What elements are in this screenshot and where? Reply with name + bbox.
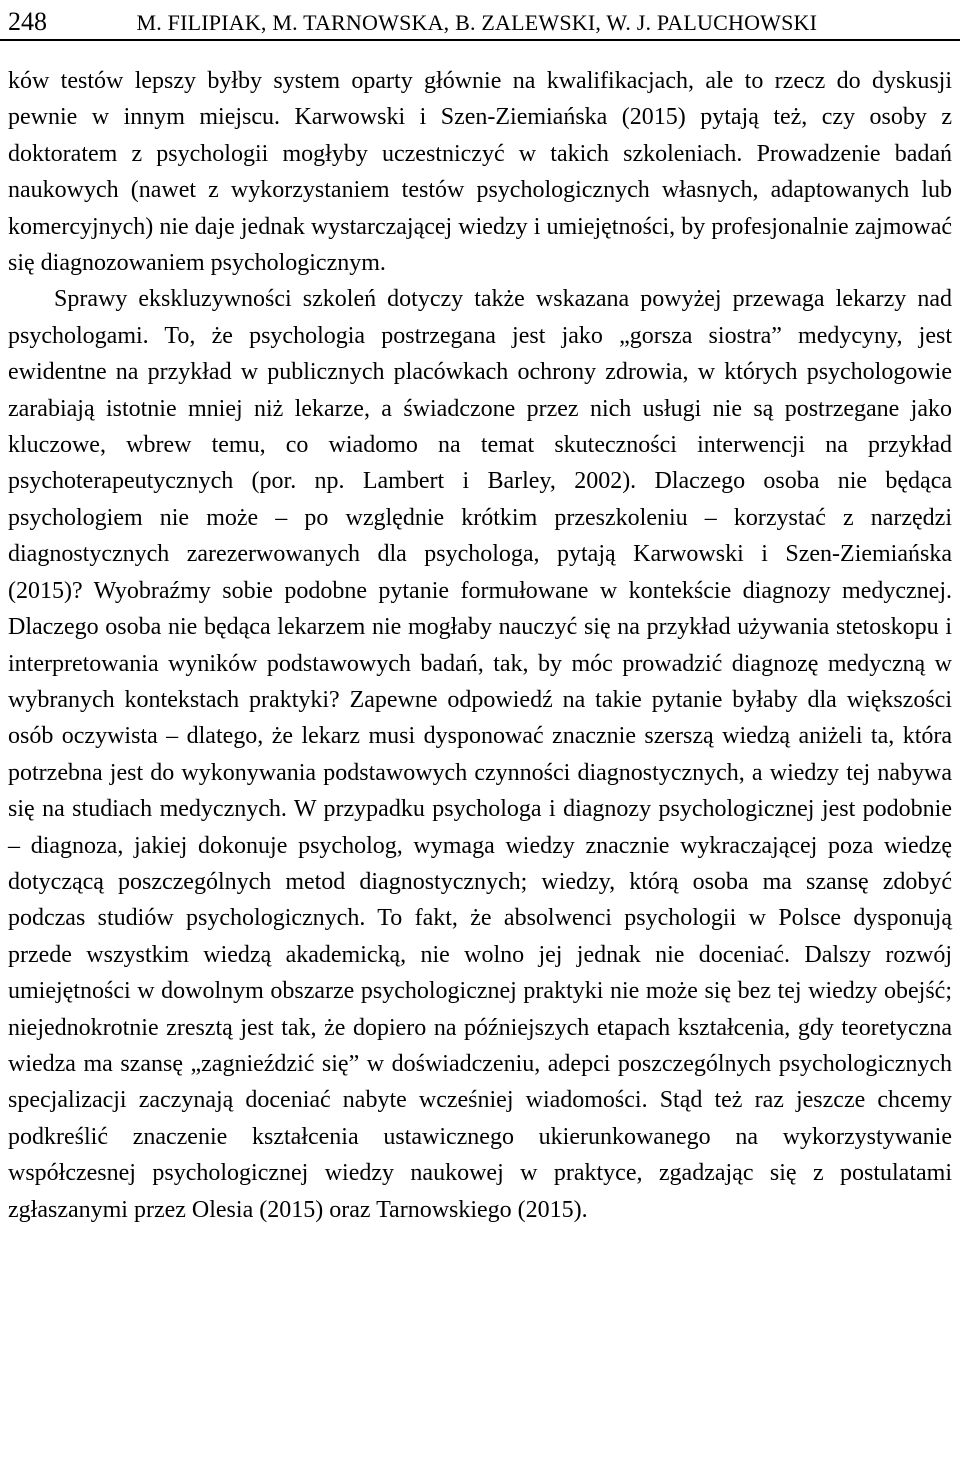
paragraph: Sprawy ekskluzywności szkoleń dotyczy także wskazana powyżej przewaga lekarzy nad psychologami. To, że psychologia postrzegana jest jako „gorsza siostra” medycyny, jest ewidentne na przykład w publicznych placówkach ochrony zdrowia, w których psychologowie zarabiają istotnie mniej niż lekarze, a świadczone przez nich usługi nie są postrzegane jako kluczowe, wbrew temu, co wiadomo na temat skuteczności interwencji na przykład psychoterapeutycznych (por. np. Lambert i Barley, 2002). Dlaczego osoba nie będąca psychologiem nie może – po względnie krótkim przeszkoleniu – korzystać z narzędzi diagnostycznych zarezerwowanych dla psychologa, pytają Karwowski i Szen-Ziemiańska (2015)? Wyobraźmy sobie podobne pytanie formułowane w kontekście diagnozy medycznej. Dlaczego osoba nie będąca lekarzem nie mogłaby nauczyć się na przykład używania stetoskopu i interpretowania wyników podstawowych badań, tak, by móc prowadzić diagnozę medyczną w wybranych kontekstach praktyki? Zapewne odpowiedź na takie pytanie byłaby dla większości osób oczywista – dlatego, że lekarz musi dysponować znacznie szerszą wiedzą aniżeli ta, która potrzebna jest do wykonywania podstawowych czynności diagnostycznych, a wiedzy tej nabywa się na studiach medycznych. W przypadku psychologa i diagnozy psychologicznej jest podobnie – diagnoza, jakiej dokonuje psycholog, wymaga wiedzy znacznie wykraczającej poza wiedzę dotyczącą poszczególnych metod diagnostycznych; wiedzy, którą osoba ma szansę zdobyć podczas studiów psychologicznych. To fakt, że absolwenci psychologii w Polsce dysponują przede wszystkim wiedzą akademicką, nie wolno jej jednak nie doceniać. Dalszy rozwój umiejętności w dowolnym obszarze psychologicznej praktyki nie może się bez tej wiedzy obejść; niejednokrotnie zresztą jest tak, że dopiero na późniejszych etapach kształcenia, gdy teoretyczna wiedza ma szansę „zagnieździć się” w doświadczeniu, adepci poszczególnych psychologicznych specjalizacji zaczynają doceniać nabyte wcześniej wiadomości. Stąd też raz jeszcze chcemy podkreślić znaczenie kształcenia ustawicznego ukierunkowanego na wykorzystywanie współczesnej psychologicznej wiedzy naukowej w praktyce, zgadzając się z postulatami zgłaszanymi przez Olesia (2015) oraz Tarnowskiego (2015). <box>8 286 952 1223</box>
paragraph-continued: ków testów lepszy byłby system oparty głównie na kwalifikacjach, ale to rzecz do dyskusji pewnie w innym miejscu. Karwowski i Szen-Ziemiańska (2015) pytają też, czy osoby z doktoratem z psychologii mogłyby uczestniczyć w takich szkoleniach. Prowadzenie badań naukowych (nawet z wykorzystaniem testów psychologicznych własnych, adaptowanych lub komercyjnych) nie daje jednak wystarczającej wiedzy i umiejętności, by profesjonalnie zajmować się diagnozowaniem psychologicznym. <box>8 68 952 277</box>
running-head-authors: M. FILIPIAK, M. TARNOWSKA, B. ZALEWSKI, W. J. PALUCHOWSKI <box>136 10 818 35</box>
page-number: 248 <box>8 7 47 36</box>
article-body <box>8 63 952 1228</box>
header-rule <box>0 39 960 41</box>
page-header <box>8 4 952 40</box>
